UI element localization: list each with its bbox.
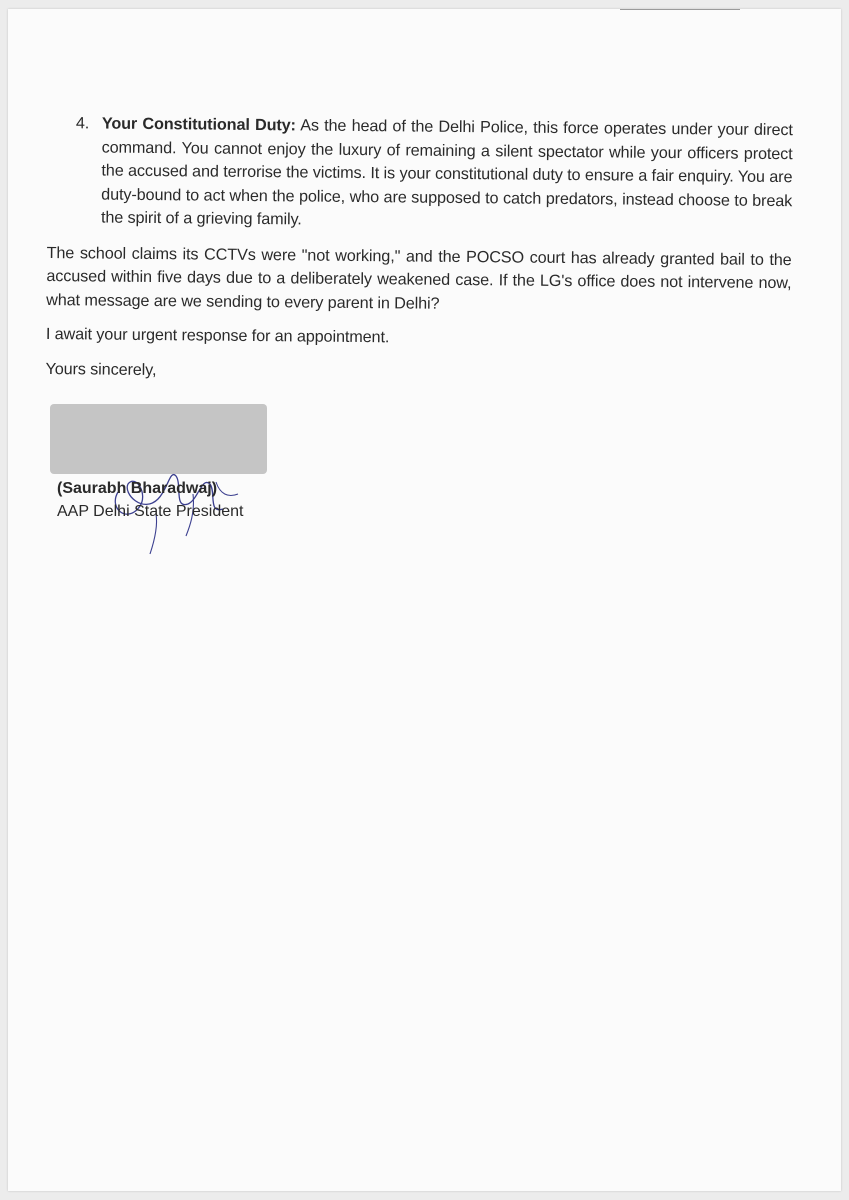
- closing-salutation: Yours sincerely,: [45, 359, 157, 379]
- letter-body: [45, 112, 793, 388]
- signatory-name: (Saurabh Bharadwaj): [57, 480, 218, 497]
- page-edge-mark: [620, 9, 740, 10]
- point-4: [47, 112, 793, 237]
- paragraph-school-cctv: The school claims its CCTVs were "not working," and the POCSO court has already granted bail to the accused within five days due to a deliberately weakened case. If the LG's office does not intervene now, what message are we sending to every parent in Delhi?: [46, 243, 792, 313]
- point-heading: Your Constitutional Duty:: [101, 114, 296, 135]
- signatory-title: AAP Delhi State President: [57, 503, 244, 520]
- paragraph-await-response: I await your urgent response for an appointment.: [45, 324, 390, 347]
- letter-page: [8, 9, 841, 1191]
- point-number: 4.: [75, 114, 90, 133]
- point-text: As the head of the Delhi Police, this force operates under your direct command. You cannot enjoy the luxury of remaining a silent spectator while your officers protect the accused and terrorise the victims. It is your constitutional duty to ensure a fair enquiry. You are duty-bound to act when the police, who are supposed to catch predators, instead choose to break the spirit of a grieving family.: [100, 116, 793, 229]
- signature-block: [57, 477, 243, 523]
